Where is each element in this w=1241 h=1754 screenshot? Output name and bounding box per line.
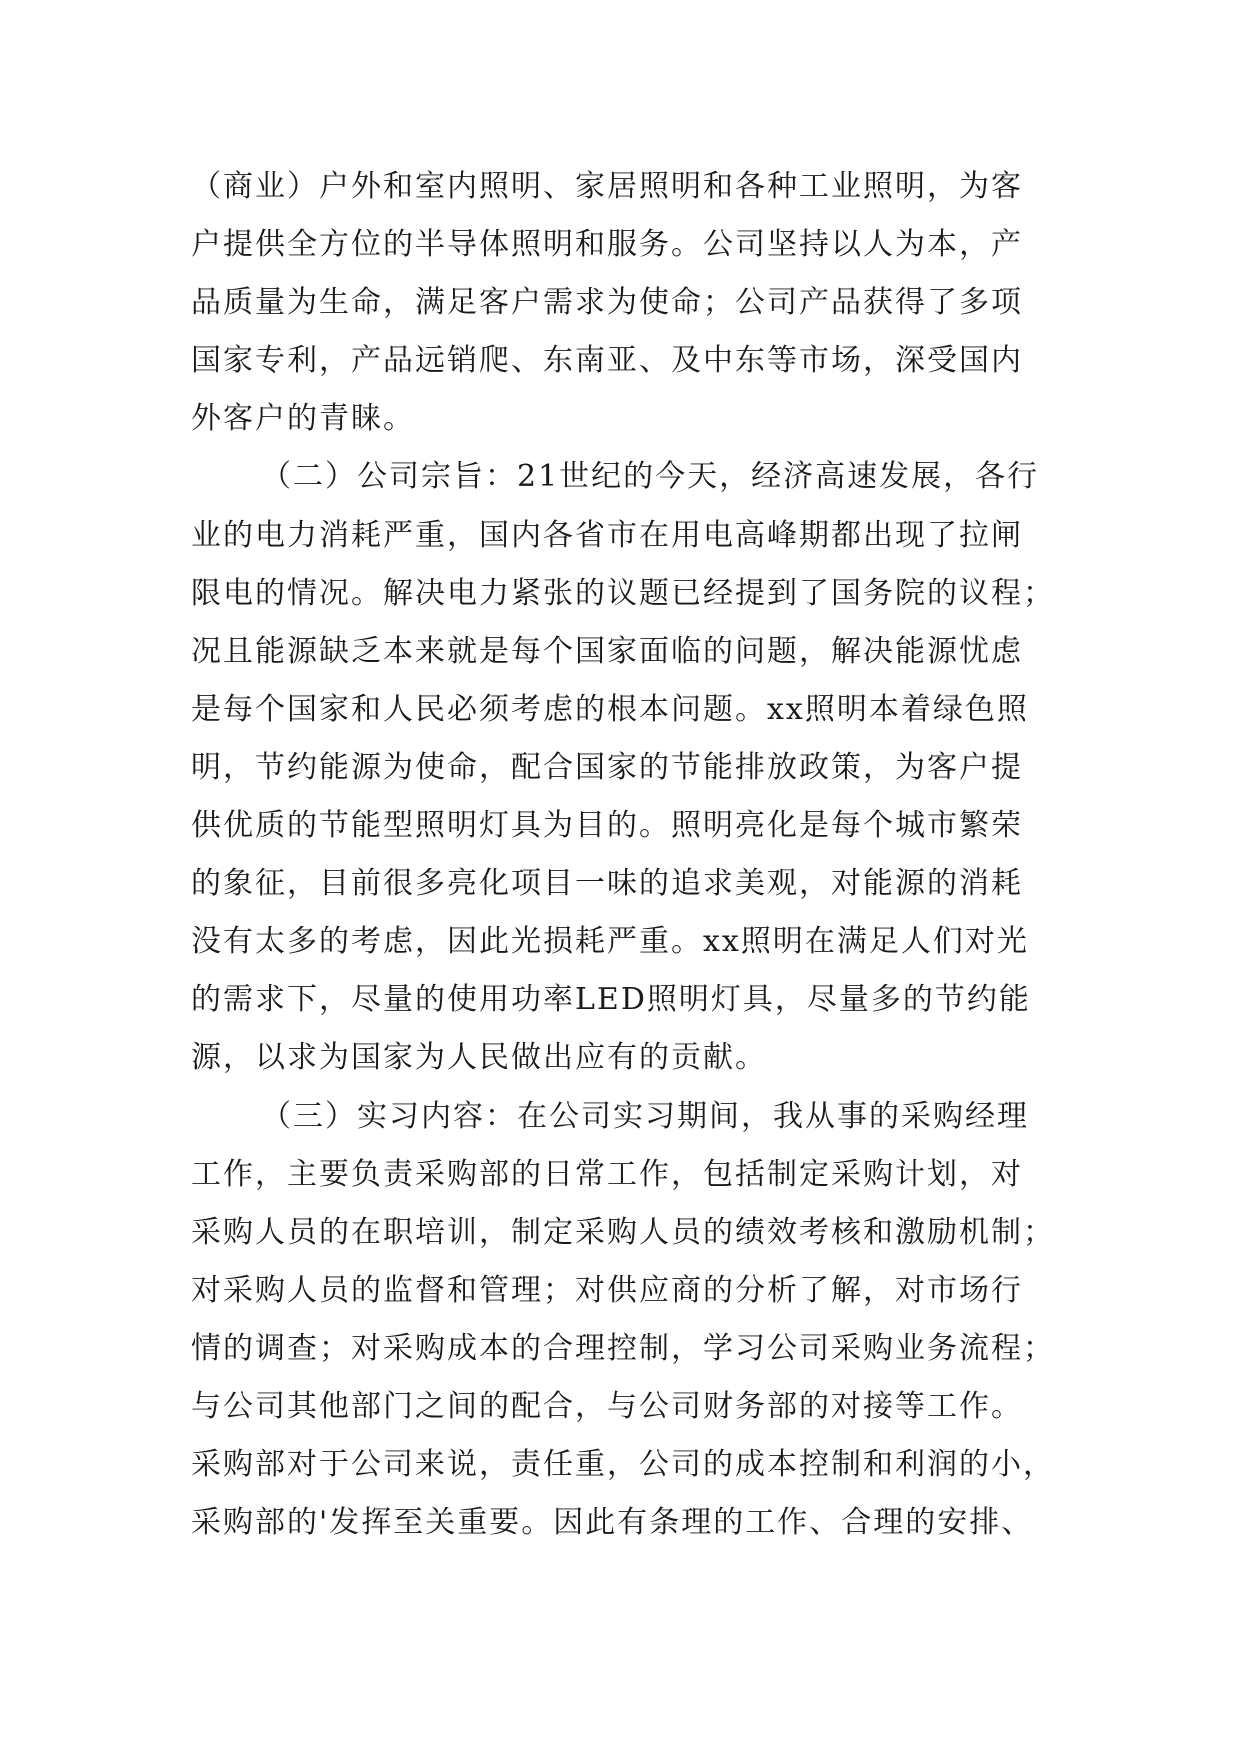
text-line: 采购部的'发挥至关重要。因此有条理的工作、合理的安排、 xyxy=(191,1505,1034,1541)
text-line: 工作，主要负责采购部的日常工作，包括制定采购计划，对 xyxy=(191,1156,1023,1192)
text-line: 的象征，目前很多亮化项目一味的追求美观，对能源的消耗 xyxy=(191,866,1023,902)
section-two-heading-line: （二）公司宗旨：21世纪的今天，经济高速发展，各行 xyxy=(261,459,1040,495)
text-line: 外客户的青睐。 xyxy=(191,401,415,437)
text-line: 采购人员的在职培训，制定采购人员的绩效考核和激励机制； xyxy=(191,1214,1055,1250)
text-line: 供优质的节能型照明灯具为目的。照明亮化是每个城市繁荣 xyxy=(191,808,1023,844)
text-line: 明，节约能源为使命，配合国家的节能排放政策，为客户提 xyxy=(191,749,1023,785)
section-three-heading-line: （三）实习内容：在公司实习期间，我从事的采购经理 xyxy=(261,1098,1029,1134)
text-line: 是每个国家和人民必须考虑的根本问题。xx照明本着绿色照 xyxy=(191,691,1029,727)
text-line: 国家专利，产品远销爬、东南亚、及中东等市场，深受国内 xyxy=(191,343,1023,379)
text-line: 源，以求为国家为人民做出应有的贡献。 xyxy=(191,1040,767,1076)
text-line: （商业）户外和室内照明、家居照明和各种工业照明，为客 xyxy=(191,169,1023,204)
text-line: 户提供全方位的半导体照明和服务。公司坚持以人为本，产 xyxy=(191,227,1023,263)
text-line: 采购部对于公司来说，责任重，公司的成本控制和利润的小， xyxy=(191,1447,1055,1483)
text-line: 品质量为生命，满足客户需求为使命；公司产品获得了多项 xyxy=(191,285,1023,321)
text-line: 对采购人员的监督和管理；对供应商的分析了解，对市场行 xyxy=(191,1272,1023,1308)
text-line: 情的调查；对采购成本的合理控制，学习公司采购业务流程； xyxy=(191,1330,1055,1366)
text-line: 的需求下，尽量的使用功率LED照明灯具，尽量多的节约能 xyxy=(191,982,1031,1018)
document-body xyxy=(191,158,1071,1552)
text-line: 与公司其他部门之间的配合，与公司财务部的对接等工作。 xyxy=(191,1388,1023,1424)
text-line: 况且能源缺乏本来就是每个国家面临的问题，解决能源忧虑 xyxy=(191,633,1023,669)
text-line: 限电的情况。解决电力紧张的议题已经提到了国务院的议程； xyxy=(191,575,1055,611)
text-line: 业的电力消耗严重，国内各省市在用电高峰期都出现了拉闸 xyxy=(191,517,1023,553)
text-line: 没有太多的考虑，因此光损耗严重。xx照明在满足人们对光 xyxy=(191,924,1029,960)
